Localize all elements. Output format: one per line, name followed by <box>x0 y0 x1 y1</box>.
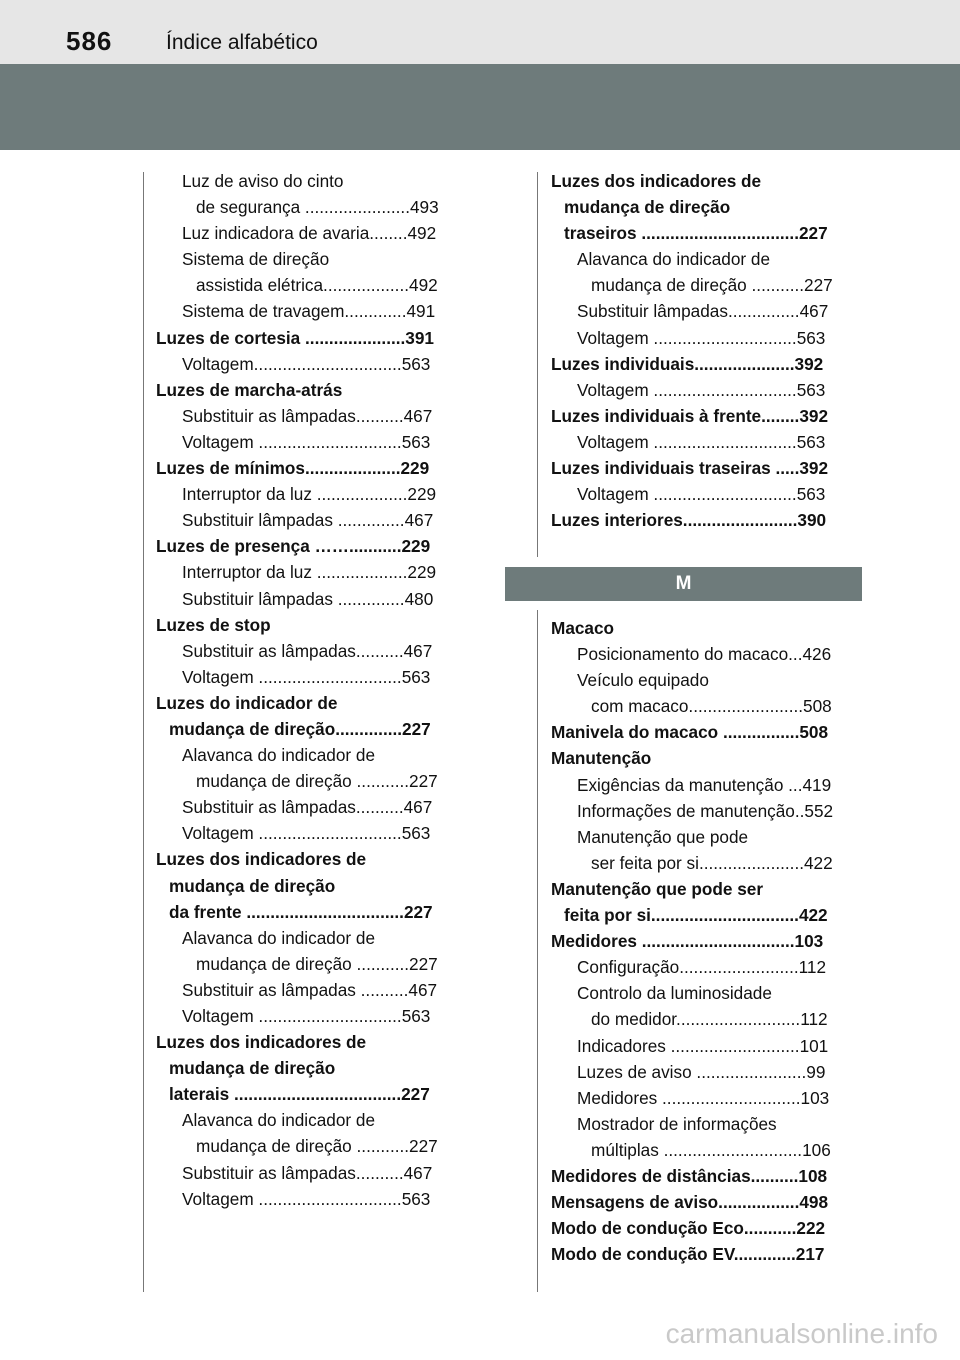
index-entry: Luzes do indicador de <box>156 692 338 713</box>
column-divider <box>537 172 538 557</box>
index-entry: Substituir as lâmpadas ..........467 <box>182 979 438 1000</box>
index-entry: mudança de direção..............227 <box>169 718 431 739</box>
index-entry: Alavanca do indicador de <box>182 927 376 948</box>
index-entry: mudança de direção ...........227 <box>591 275 833 296</box>
index-entry: Alavanca do indicador de <box>182 1110 376 1131</box>
index-entry: Luzes dos indicadores de <box>551 171 762 191</box>
index-entry: Luzes individuais traseiras .....392 <box>551 458 829 479</box>
index-entry: Luzes individuais.....................392 <box>551 353 824 374</box>
index-entry: Informações de manutenção..552 <box>577 800 834 821</box>
index-entry: Macaco <box>551 618 615 638</box>
index-entry: Substituir lâmpadas...............467 <box>577 301 829 322</box>
index-entry: Luzes dos indicadores de <box>156 849 367 870</box>
page-number: 586 <box>66 26 113 56</box>
header-band <box>0 64 960 150</box>
index-entry: Voltagem ..............................563 <box>577 484 826 505</box>
index-entry: Voltagem ..............................563 <box>182 431 431 452</box>
index-entry: Voltagem...............................563 <box>182 353 431 374</box>
index-entry: Medidores ................................103 <box>551 931 824 952</box>
index-entry: Sistema de travagem.............491 <box>182 301 436 322</box>
index-entry: Veículo equipado <box>577 670 709 691</box>
index-column-left <box>156 168 476 1212</box>
index-column-right-top <box>551 168 871 533</box>
index-entry: Alavanca do indicador de <box>182 745 376 766</box>
index-entry: múltiplas .............................106 <box>591 1139 831 1160</box>
index-entry: Luzes dos indicadores de <box>156 1032 367 1053</box>
page-title: Índice alfabético <box>166 31 318 54</box>
index-entry: Substituir as lâmpadas..........467 <box>182 797 433 818</box>
index-entry: com macaco........................508 <box>591 696 832 717</box>
index-entry: Interruptor da luz ...................229 <box>182 484 437 505</box>
index-entry: Configuração.........................112 <box>577 957 827 978</box>
index-entry: Luzes de cortesia .....................391 <box>156 327 434 348</box>
index-entry: Manutenção que pode <box>577 826 749 847</box>
index-entry: mudança de direção ...........227 <box>196 1136 438 1157</box>
section-letter-m: M <box>505 567 862 601</box>
index-entry: Voltagem ..............................563 <box>577 379 826 400</box>
index-entry: Modo de condução EV.............217 <box>551 1244 825 1265</box>
index-entry: Manivela do macaco ................508 <box>551 722 829 743</box>
index-entry: Manutenção que pode ser <box>551 878 764 899</box>
index-entry: Medidores de distâncias..........108 <box>551 1165 828 1186</box>
index-entry: ser feita por si......................422 <box>591 852 833 873</box>
index-entry: feita por si...............................422 <box>564 905 828 926</box>
index-entry: Indicadores ...........................101 <box>577 1035 829 1056</box>
index-entry: mudança de direção <box>169 875 336 896</box>
index-entry: de segurança ......................493 <box>196 197 439 218</box>
index-entry: Voltagem ..............................563 <box>182 666 431 687</box>
index-entry: mudança de direção <box>564 197 731 218</box>
index-column-right-bottom <box>551 615 871 1267</box>
index-entry: Manutenção <box>551 748 652 769</box>
column-divider-lower <box>537 610 538 1292</box>
index-entry: mudança de direção ...........227 <box>196 771 438 792</box>
index-entry: assistida elétrica..................492 <box>196 275 438 296</box>
index-entry: Voltagem ..............................563 <box>577 431 826 452</box>
index-entry: Sistema de direção <box>182 249 330 270</box>
index-entry: Substituir as lâmpadas..........467 <box>182 640 433 661</box>
index-entry: Mensagens de aviso.................498 <box>551 1192 829 1213</box>
index-entry: Interruptor da luz ...................229 <box>182 562 437 583</box>
index-entry: laterais ...................................227 <box>169 1084 430 1105</box>
index-entry: Luzes de stop <box>156 614 271 635</box>
index-entry: mudança de direção <box>169 1058 336 1079</box>
index-entry: do medidor..........................112 <box>591 1009 828 1030</box>
index-entry: Luzes de marcha-atrás <box>156 379 343 400</box>
index-entry: Luzes de aviso .......................99 <box>577 1061 826 1082</box>
index-entry: Luzes individuais à frente........392 <box>551 405 828 426</box>
index-entry: Voltagem ..............................563 <box>182 823 431 844</box>
header-bar <box>0 0 960 64</box>
index-entry: traseiros .................................227 <box>564 223 828 244</box>
index-entry: Voltagem ..............................563 <box>182 1006 431 1026</box>
left-margin-line <box>143 172 144 1292</box>
index-entry: mudança de direção ...........227 <box>196 953 438 974</box>
index-entry: da frente .................................227 <box>169 901 433 922</box>
index-entry: Medidores .............................103 <box>577 1087 830 1108</box>
index-entry: Mostrador de informações <box>577 1113 777 1134</box>
index-entry: Substituir lâmpadas ..............480 <box>182 588 434 609</box>
index-entry: Substituir as lâmpadas..........467 <box>182 1162 433 1183</box>
index-entry: Voltagem ..............................563 <box>182 1188 431 1209</box>
index-entry: Voltagem ..............................563 <box>577 327 826 348</box>
index-entry: Substituir lâmpadas ..............467 <box>182 510 434 531</box>
index-entry: Alavanca do indicador de <box>577 249 771 270</box>
index-entry: Luz de aviso do cinto <box>182 171 344 191</box>
index-entry: Posicionamento do macaco...426 <box>577 644 832 665</box>
index-entry: Modo de condução Eco...........222 <box>551 1218 826 1239</box>
index-entry: Luzes de mínimos....................229 <box>156 458 430 479</box>
index-entry: Substituir as lâmpadas..........467 <box>182 405 433 426</box>
index-entry: Luz indicadora de avaria........492 <box>182 223 437 244</box>
index-entry: Luzes de presença ……...........229 <box>156 536 431 557</box>
index-entry: Luzes interiores........................390 <box>551 510 827 531</box>
watermark: carmanualsonline.info <box>665 1318 938 1349</box>
index-entry: Controlo da luminosidade <box>577 983 772 1004</box>
index-entry: Exigências da manutenção ...419 <box>577 774 832 795</box>
